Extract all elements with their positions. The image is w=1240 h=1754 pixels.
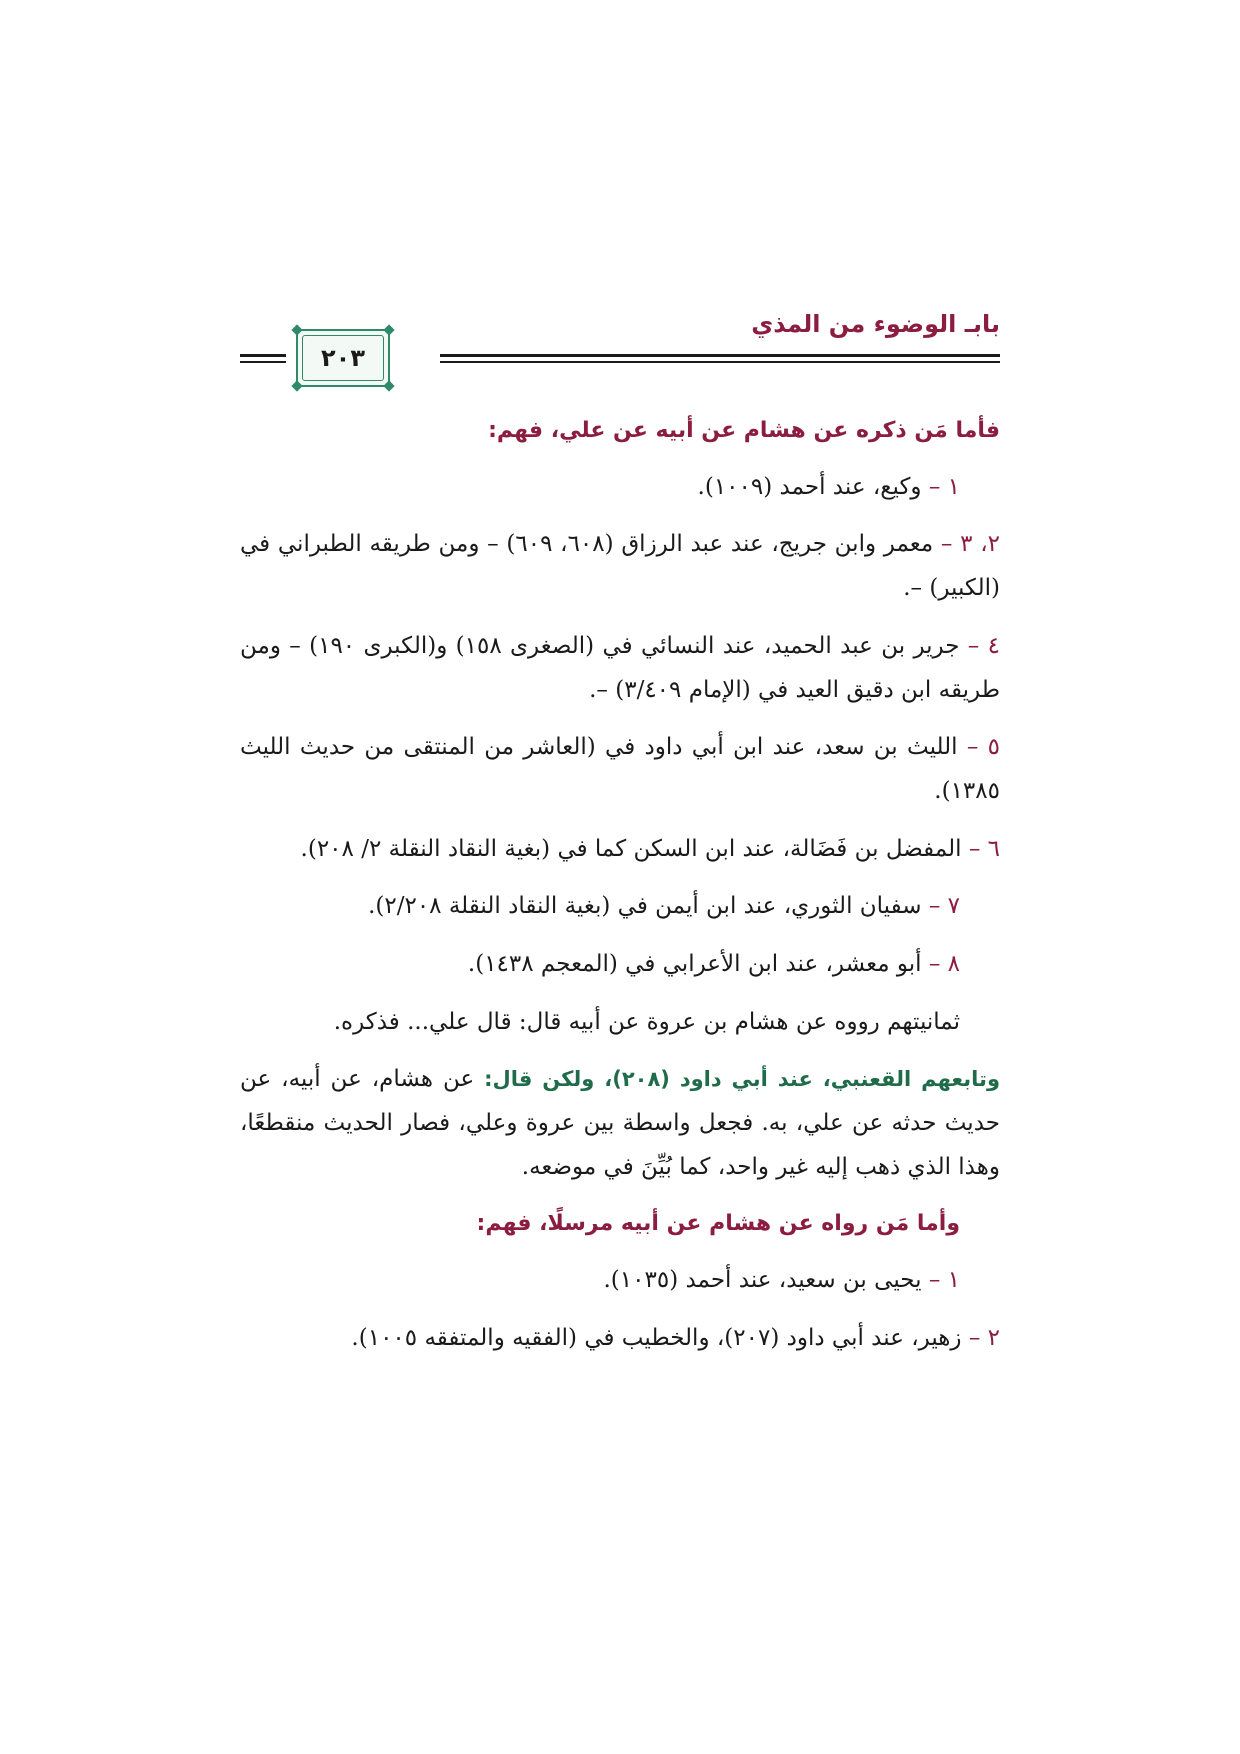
header-rule-left xyxy=(240,354,286,357)
item-text: وكيع، عند أحمد (١٠٠٩). xyxy=(697,473,929,500)
item-text: جرير بن عبد الحميد، عند النسائي في (الصغرى ١٥٨) و(الكبرى ١٩٠) – ومن طريقه ابن دقيق العيد في (الإمام ٣/٤٠٩) –. xyxy=(240,632,1000,703)
list-item xyxy=(240,466,1000,510)
section-heading: فأما مَن ذكره عن هشام عن أبيه عن علي، فهم: xyxy=(488,418,1000,443)
item-number: ٤ – xyxy=(967,632,1000,659)
ornament-icon xyxy=(383,324,394,335)
item-text: معمر وابن جريج، عند عبد الرزاق (٦٠٨، ٦٠٩) – ومن طريقه الطبراني في (الكبير) –. xyxy=(240,531,1000,602)
page-number-badge xyxy=(296,329,390,387)
item-number: ٢ – xyxy=(968,1324,1000,1351)
item-text: زهير، عند أبي داود (٢٠٧)، والخطيب في (الفقيه والمتفقه ١٠٠٥). xyxy=(351,1324,969,1351)
item-number: ١ – xyxy=(928,1267,960,1294)
item-text: سفيان الثوري، عند ابن أيمن في (بغية النقاد النقلة ٢/٢٠٨). xyxy=(368,893,929,920)
item-number: ١ – xyxy=(928,473,960,500)
list-item xyxy=(240,943,1000,987)
follow-lead: وتابعهم القعنبي، عند أبي داود (٢٠٨)، ولكن قال: xyxy=(484,1067,1000,1092)
chapter-title: بابـ الوضوء من المذي xyxy=(751,310,1000,338)
ornament-icon xyxy=(291,380,302,391)
list-item xyxy=(240,625,1000,712)
list-item xyxy=(240,885,1000,929)
list-item xyxy=(240,828,1000,872)
header-rule-left-thin xyxy=(240,361,286,363)
item-number: ٢، ٣ – xyxy=(940,531,1000,558)
list-item xyxy=(240,1259,1000,1303)
item-number: ٦ – xyxy=(968,835,1000,862)
page-body xyxy=(240,410,1000,1375)
item-number: ٨ – xyxy=(928,950,960,977)
item-text: المفضل بن فَضَالة، عند ابن السكن كما في (بغية النقاد النقلة ٢/ ٢٠٨). xyxy=(300,835,969,862)
item-number: ٥ – xyxy=(966,734,1000,761)
summary-paragraph: ثمانيتهم رووه عن هشام بن عروة عن أبيه قال: قال علي... فذكره. xyxy=(333,1008,960,1035)
item-text: الليث بن سعد، عند ابن أبي داود في (العاشر من المنتقى من حديث الليث ١٣٨٥). xyxy=(240,734,1000,804)
follow-text: عن هشام، عن أبيه، عن حديث حدثه عن علي، به. فجعل واسطة بين عروة وعلي، فصار الحديث منقطعًا، وهذا الذي ذهب إليه غير واحد، كما بُيِّنَ في موضعه. xyxy=(240,1066,1000,1180)
follow-paragraph xyxy=(240,1058,1000,1189)
item-text: أبو معشر، عند ابن الأعرابي في (المعجم ١٤٣٨). xyxy=(467,950,929,977)
header-rule-right-thin xyxy=(440,361,1000,363)
list-item xyxy=(240,1317,1000,1361)
section-heading: وأما مَن رواه عن هشام عن أبيه مرسلًا، فهم: xyxy=(476,1211,960,1237)
ornament-icon xyxy=(383,380,394,391)
list-item xyxy=(240,523,1000,610)
ornament-icon xyxy=(291,324,302,335)
page-number: ٢٠٣ xyxy=(321,344,365,372)
page-header xyxy=(240,310,1000,390)
list-item xyxy=(240,726,1000,813)
item-text: يحيى بن سعيد، عند أحمد (١٠٣٥). xyxy=(603,1267,929,1294)
header-rule-right xyxy=(440,354,1000,357)
item-number: ٧ – xyxy=(928,893,960,920)
